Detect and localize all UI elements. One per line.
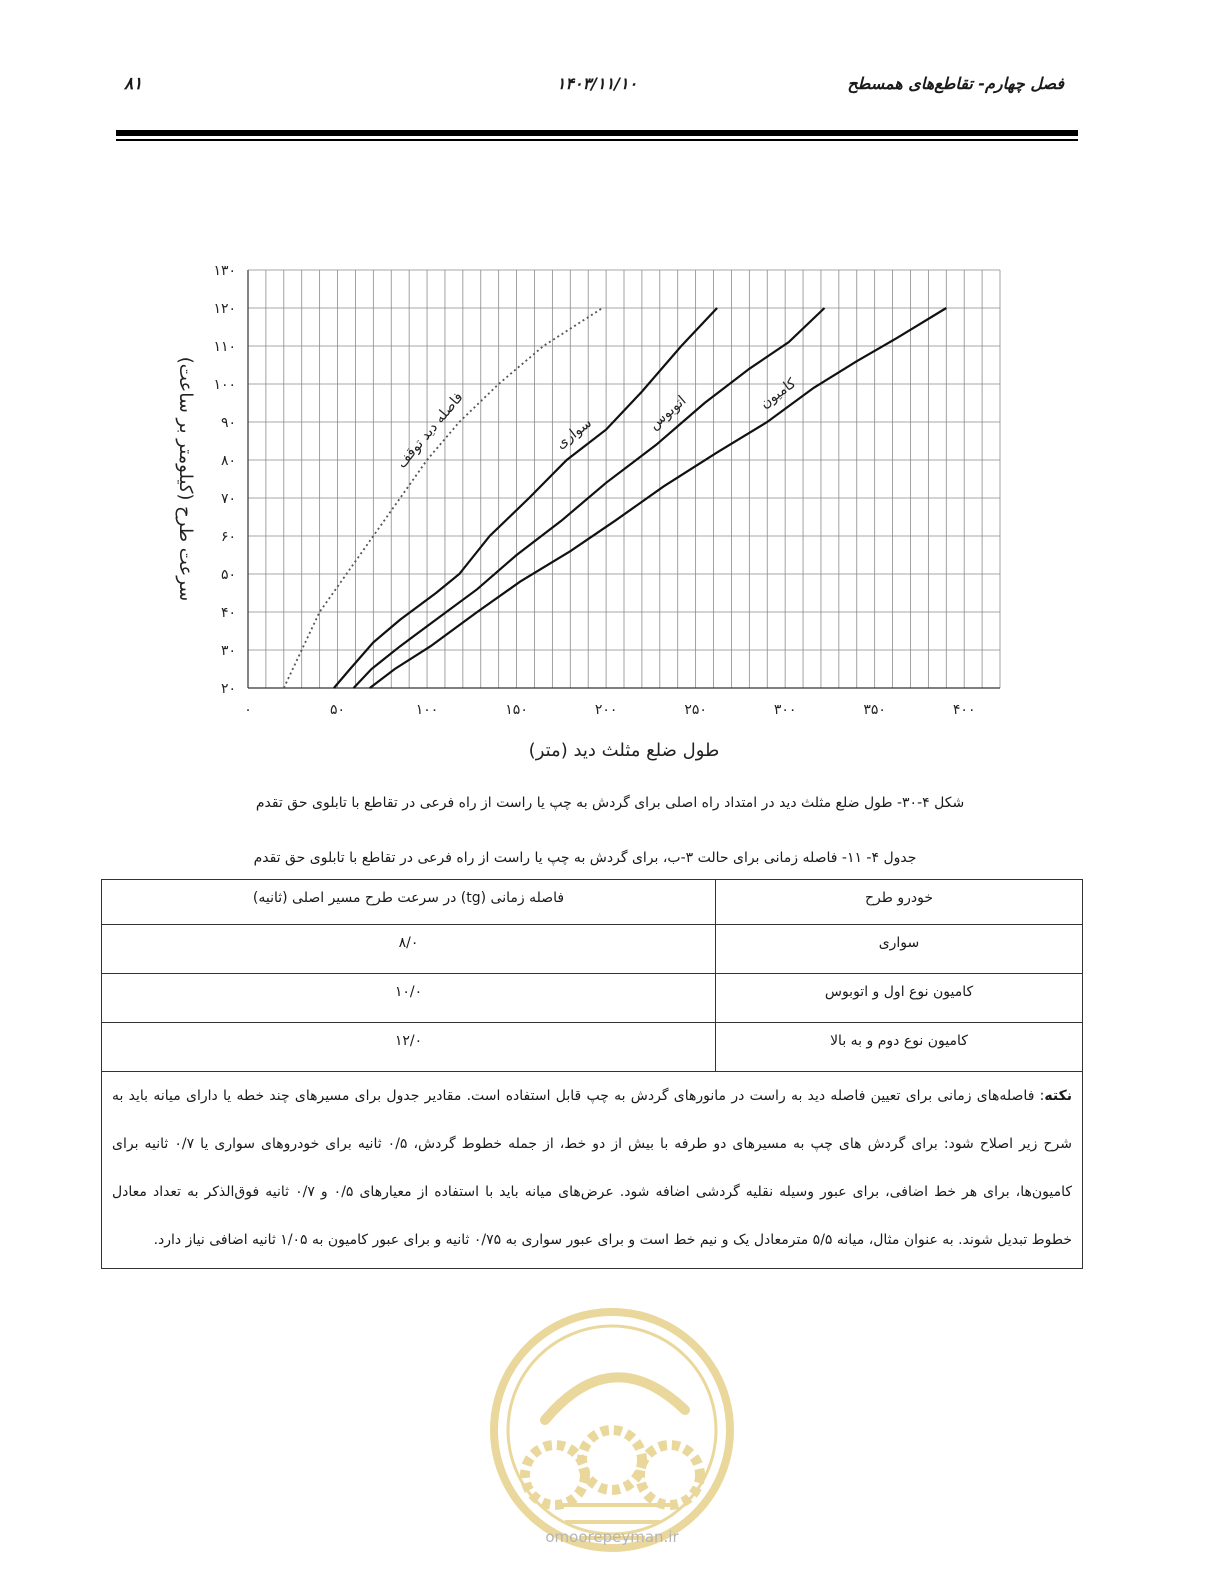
header-rule-thick	[116, 130, 1078, 136]
row-vehicle: کامیون نوع اول و اتوبوس	[716, 974, 1083, 1023]
y-tick-label: ۹۰	[220, 415, 236, 431]
x-tick-label: ۱۵۰	[505, 702, 528, 718]
x-tick-label: ۲۰۰	[594, 702, 618, 718]
y-tick-label: ۱۲۰	[213, 301, 236, 317]
y-tick-label: ۶۰	[220, 529, 236, 545]
sight-triangle-chart	[150, 250, 1030, 780]
series-label-2: اتوبوس	[646, 392, 690, 434]
x-axis-title: طول ضلع مثلث دید (متر)	[528, 740, 720, 761]
header-vehicle: خودرو طرح	[716, 880, 1083, 925]
y-tick-label: ۱۰۰	[213, 377, 236, 393]
row-gap: ۱۰/۰	[102, 974, 716, 1023]
series-label-0: فاصله دید توقف	[393, 389, 467, 472]
chapter-title: فصل چهارم- تقاطع‌های همسطح	[847, 74, 1064, 93]
y-tick-label: ۷۰	[220, 491, 236, 507]
table-row	[102, 925, 1083, 974]
series-label-1: سواری	[553, 414, 595, 453]
header-rule-thin	[116, 139, 1078, 141]
table-note-row	[102, 1072, 1083, 1269]
row-gap: ۸/۰	[102, 925, 716, 974]
table-row	[102, 974, 1083, 1023]
table-title: جدول ۴- ۱۱- فاصله زمانی برای حالت ۳-ب، برای گردش به چپ یا راست از راه فرعی در تقاطع با تابلوی حق تقدم	[253, 850, 917, 866]
y-tick-label: ۸۰	[220, 453, 236, 469]
page-header	[116, 74, 1078, 104]
table-note	[102, 1072, 1083, 1269]
y-axis-title: سرعت طرح (کیلومتر بر ساعت)	[175, 356, 196, 602]
y-tick-label: ۴۰	[220, 605, 236, 621]
series-label-3: کامیون	[757, 375, 800, 413]
watermark-site: omoorepeyman.ir	[545, 1528, 679, 1546]
x-tick-label: ۵۰	[330, 702, 346, 718]
y-tick-label: ۵۰	[220, 567, 236, 583]
y-tick-label: ۱۳۰	[213, 263, 236, 279]
chart-axes	[175, 263, 1000, 761]
x-tick-label: ۳۵۰	[863, 702, 886, 718]
watermark-seal	[485, 1300, 739, 1560]
note-label: نکته	[1044, 1088, 1072, 1104]
chart-labels	[394, 375, 800, 471]
note-text: : فاصله‌های زمانی برای تعیین فاصله دید به راست در مانورهای گردش به چپ قابل استفاده است. مقادیر جدول برای مسیرهای چند خطه یا دارای میانه باید به شرح زیر اصلاح شود: برای گردش های چپ به مسیرهای دو طرفه با بیش از دو خط، از جمله خطوط گردش، ۰/۵ ثانیه برای خودروهای سواری یا ۰/۷ ثانیه برای کامیون‌ها، برای هر خط اضافی، برای عبور وسیله نقلیه گردشی اضافه شود. عرض‌های میانه باید با استفاده از معیارهای ۰/۵ و ۰/۷ ثانیه فوق‌الذکر به تعداد معادل خطوط تبدیل شوند. به عنوان مثال، میانه ۵/۵ مترمعادل یک و نیم خط است و برای عبور سواری به ۰/۷۵ ثانیه و برای عبور کامیون به ۱/۰۵ ثانیه اضافی نیاز دارد.	[112, 1088, 1073, 1248]
header-date: ۱۴۰۳/۱۱/۱۰	[556, 74, 638, 93]
x-tick-label: ۲۵۰	[684, 702, 707, 718]
x-tick-label: ۰	[244, 702, 252, 718]
x-tick-label: ۴۰۰	[952, 702, 976, 718]
x-tick-label: ۱۰۰	[415, 702, 439, 718]
x-tick-label: ۳۰۰	[773, 702, 797, 718]
row-gap: ۱۲/۰	[102, 1023, 716, 1072]
figure-caption: شکل ۴-۳۰- طول ضلع مثلث دید در امتداد راه اصلی برای گردش به چپ یا راست از راه فرعی در تقاطع با تابلوی حق تقدم	[255, 795, 965, 811]
y-tick-label: ۳۰	[220, 643, 236, 659]
time-gap-table	[101, 879, 1083, 1269]
table-row	[102, 1023, 1083, 1072]
row-vehicle: سواری	[716, 925, 1083, 974]
row-vehicle: کامیون نوع دوم و به بالا	[716, 1023, 1083, 1072]
y-tick-label: ۱۱۰	[213, 339, 236, 355]
page-number: ۸۱	[124, 74, 143, 94]
header-gap: فاصله زمانی (tg) در سرعت طرح مسیر اصلی (ثانیه)	[102, 880, 716, 925]
y-tick-label: ۲۰	[220, 681, 236, 697]
table-header-row	[102, 880, 1083, 925]
chart-grid	[248, 270, 1000, 688]
